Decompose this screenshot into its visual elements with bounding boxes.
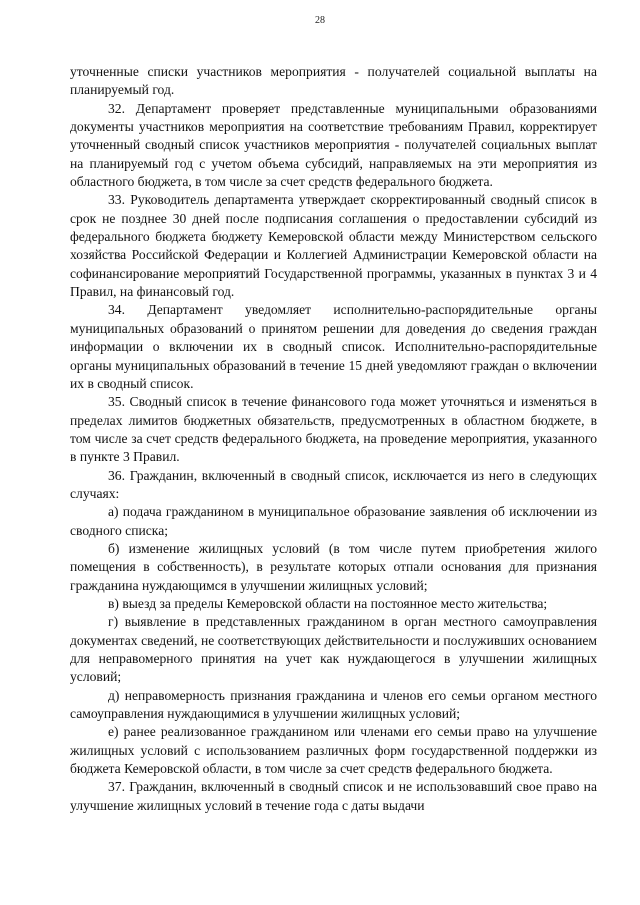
paragraph-33: 33. Руководитель департамента утверждает скорректированный сводный список в срок не позднее 30 дней после подписания соглашения о предоставлении субсидий из федерального бюджета бюджету Кемеровской области между Министерством сельского хозяйства Российской Федерации и Коллегией Администрации Кемеровской области на софинансирование мероприятий Государственной программы, указанных в пунктах 3 и 4 Правил, на финансовый год. <box>70 192 597 300</box>
list-item-a: а) подача гражданином в муниципальное образование заявления об исключении из сводного списка; <box>70 504 597 538</box>
page-number: 28 <box>315 15 325 26</box>
list-item-b: б) изменение жилищных условий (в том числе путем приобретения жилого помещения в собственность), в результате которых отпали основания для признания гражданина нуждающимся в улучшении жилищных условий; <box>70 540 597 593</box>
paragraph-35: 35. Сводный список в течение финансового года может уточняться и изменяться в пределах лимитов бюджетных обязательств, предусмотренных в областном бюджете, в том числе за счет средств федерального бюджета, на проведение мероприятия, указанного в пункте 3 Правил. <box>70 394 597 465</box>
list-item-e: е) ранее реализованное гражданином или членами его семьи право на улучшение жилищных условий с использованием различных форм государственной поддержки из бюджета Кемеровской области, в том числе за счет средств федерального бюджета. <box>70 724 597 777</box>
paragraph-34: 34. Департамент уведомляет исполнительно-распорядительные органы муниципальных образований о принятом решении для доведения до сведения граждан информации о включении их в сводный список. Исполнительно-распорядительные органы муниципальных образований в течение 15 дней уведомляют граждан о включении их в сводный список. <box>70 302 597 391</box>
paragraph-37: 37. Гражданин, включенный в сводный список и не использовавший свое право на улучшение жилищных условий в течение года с даты выдачи <box>70 779 597 813</box>
document-body <box>70 63 597 815</box>
list-item-g: г) выявление в представленных гражданином в орган местного самоуправления документах сведений, не соответствующих действительности и послуживших основанием для неправомерного принятия на учет как нуждающегося в улучшении жилищных условий; <box>70 614 597 685</box>
paragraph-continuation: уточненные списки участников мероприятия - получателей социальной выплаты на планируемый год. <box>70 64 597 98</box>
list-item-v: в) выезд за пределы Кемеровской области на постоянное место жительства; <box>108 595 548 611</box>
list-item-d: д) неправомерность признания гражданина и членов его семьи органом местного самоуправления нуждающимися в улучшении жилищных условий; <box>70 687 597 722</box>
paragraph-32: 32. Департамент проверяет представленные муниципальными образованиями документы участников мероприятия на соответствие требованиям Правил, корректирует уточненный сводный список участников мероприятия - получателей социальных выплат на планируемый год с учетом объема субсидий, направляемых на эти мероприятия из областного бюджета, в том числе за счет средств федерального бюджета. <box>70 100 597 190</box>
paragraph-36: 36. Гражданин, включенный в сводный список, исключается из него в следующих случаях: <box>70 467 597 501</box>
